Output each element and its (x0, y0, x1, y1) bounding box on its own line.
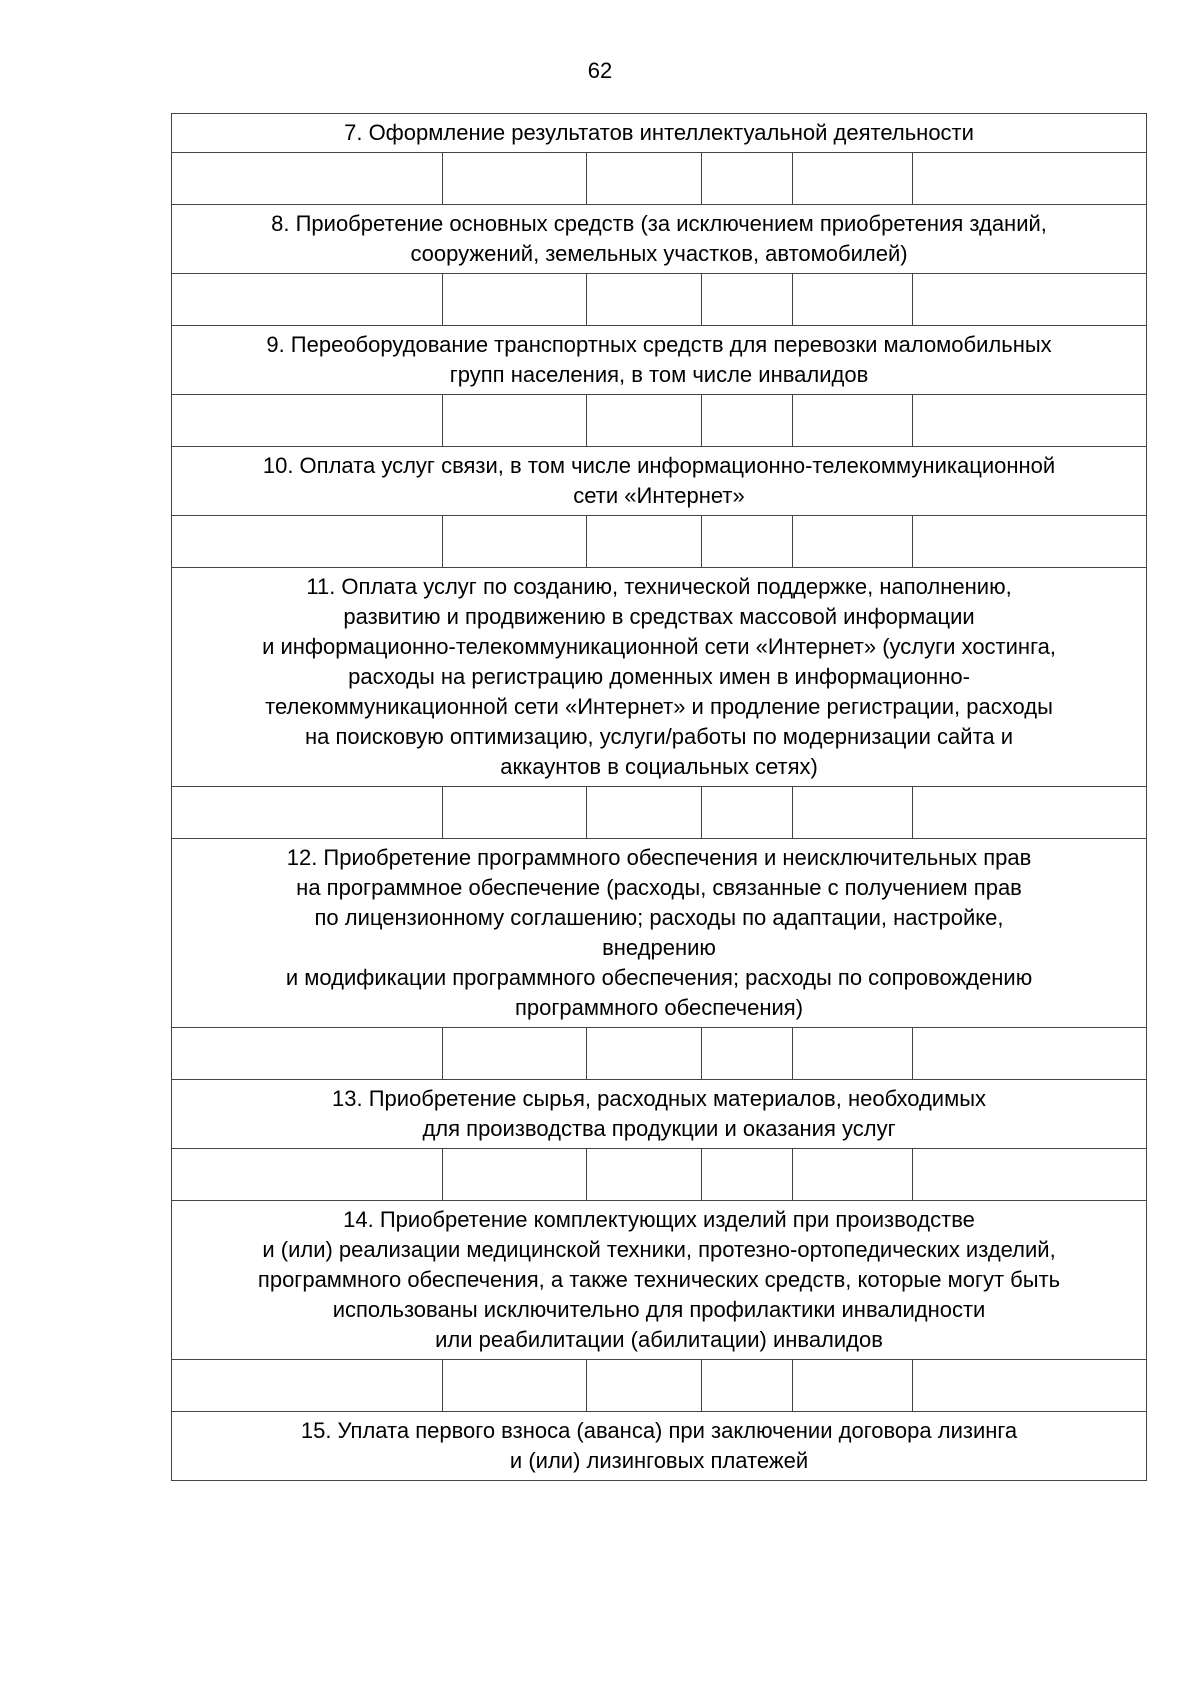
empty-cell (587, 395, 702, 447)
section-heading-line: или реабилитации (абилитации) инвалидов (435, 1327, 883, 1352)
empty-cell (793, 395, 913, 447)
empty-cell (913, 1360, 1147, 1412)
section-heading (172, 326, 1147, 395)
section-heading-line: и модификации программного обеспечения; расходы по сопровождению (285, 965, 1033, 990)
empty-cell (443, 1149, 587, 1201)
section-heading-line: 10. Оплата услуг связи, в том числе информационно-телекоммуникационной (262, 453, 1056, 478)
empty-cell (172, 274, 443, 326)
empty-cell (172, 395, 443, 447)
section-heading-line: сети «Интернет» (573, 483, 745, 508)
empty-cell (793, 1028, 913, 1080)
empty-cell (702, 1149, 793, 1201)
empty-cell (587, 1360, 702, 1412)
section-heading-line: групп населения, в том числе инвалидов (449, 362, 869, 387)
empty-cell (587, 516, 702, 568)
empty-cell (913, 787, 1147, 839)
section-heading-row (172, 447, 1147, 516)
empty-cell (443, 1360, 587, 1412)
section-heading-line: программного обеспечения) (515, 995, 804, 1020)
section-heading-row (172, 205, 1147, 274)
empty-cell (702, 153, 793, 205)
empty-cell (443, 274, 587, 326)
section-heading-line: на программное обеспечение (расходы, связанные с получением прав (296, 875, 1022, 900)
empty-cell (793, 1360, 913, 1412)
empty-cell (172, 516, 443, 568)
empty-data-row (172, 395, 1147, 447)
empty-cell (793, 787, 913, 839)
expense-table (171, 113, 1147, 1481)
section-heading (172, 114, 1147, 153)
section-heading-line: по лицензионному соглашению; расходы по адаптации, настройке, (314, 905, 1004, 930)
section-heading-line: 9. Переоборудование транспортных средств для перевозки маломобильных (266, 332, 1052, 357)
empty-cell (913, 274, 1147, 326)
section-heading-line: и информационно-телекоммуникационной сети «Интернет» (услуги хостинга, (262, 634, 1056, 659)
section-heading-line: для производства продукции и оказания услуг (422, 1116, 896, 1141)
section-heading-line: расходы на регистрацию доменных имен в информационно- (348, 664, 970, 689)
section-heading-row (172, 326, 1147, 395)
empty-cell (172, 1028, 443, 1080)
empty-cell (443, 787, 587, 839)
section-heading-line: 14. Приобретение комплектующих изделий при производстве (343, 1207, 975, 1232)
section-heading-line: и (или) лизинговых платежей (509, 1448, 809, 1473)
empty-cell (702, 395, 793, 447)
section-heading (172, 205, 1147, 274)
section-heading-line: развитию и продвижению в средствах массовой информации (343, 604, 975, 629)
section-heading-line: и (или) реализации медицинской техники, протезно-ортопедических изделий, (262, 1237, 1056, 1262)
empty-cell (702, 274, 793, 326)
section-heading-line: внедрению (602, 935, 716, 960)
section-heading-line: 7. Оформление результатов интеллектуальной деятельности (344, 120, 974, 145)
empty-cell (702, 787, 793, 839)
empty-cell (587, 1028, 702, 1080)
section-heading-line: телекоммуникационной сети «Интернет» и продление регистрации, расходы (265, 694, 1053, 719)
empty-cell (793, 516, 913, 568)
section-heading (172, 1412, 1147, 1481)
section-heading-line: 8. Приобретение основных средств (за исключением приобретения зданий, (271, 211, 1047, 236)
section-heading-row (172, 1080, 1147, 1149)
empty-cell (913, 1149, 1147, 1201)
section-heading (172, 447, 1147, 516)
empty-data-row (172, 274, 1147, 326)
empty-data-row (172, 153, 1147, 205)
empty-cell (702, 516, 793, 568)
section-heading (172, 1080, 1147, 1149)
empty-cell (443, 516, 587, 568)
section-heading (172, 839, 1147, 1028)
section-heading-line: 13. Приобретение сырья, расходных материалов, необходимых (332, 1086, 987, 1111)
section-heading-row (172, 568, 1147, 787)
section-heading-line: 12. Приобретение программного обеспечения и неисключительных прав (286, 845, 1032, 870)
empty-cell (793, 1149, 913, 1201)
empty-cell (443, 153, 587, 205)
section-heading-line: на поисковую оптимизацию, услуги/работы по модернизации сайта и (304, 724, 1014, 749)
empty-cell (587, 787, 702, 839)
section-heading-line: сооружений, земельных участков, автомобилей) (410, 241, 908, 266)
section-heading-row (172, 839, 1147, 1028)
section-heading-row (172, 1201, 1147, 1360)
empty-data-row (172, 516, 1147, 568)
section-heading-line: использованы исключительно для профилактики инвалидности (332, 1297, 986, 1322)
empty-cell (793, 153, 913, 205)
empty-data-row (172, 1360, 1147, 1412)
section-heading (172, 568, 1147, 787)
empty-cell (702, 1360, 793, 1412)
empty-cell (172, 1149, 443, 1201)
empty-cell (702, 1028, 793, 1080)
empty-cell (172, 153, 443, 205)
empty-cell (587, 1149, 702, 1201)
empty-cell (587, 153, 702, 205)
section-heading-row (172, 1412, 1147, 1481)
empty-cell (913, 1028, 1147, 1080)
empty-cell (172, 787, 443, 839)
page-number: 62 (587, 58, 613, 83)
empty-data-row (172, 1149, 1147, 1201)
empty-cell (172, 1360, 443, 1412)
section-heading-line: 11. Оплата услуг по созданию, технической поддержке, наполнению, (306, 574, 1012, 599)
empty-data-row (172, 1028, 1147, 1080)
section-heading-row (172, 114, 1147, 153)
empty-data-row (172, 787, 1147, 839)
section-heading (172, 1201, 1147, 1360)
empty-cell (793, 274, 913, 326)
empty-cell (443, 395, 587, 447)
empty-cell (587, 274, 702, 326)
section-heading-line: 15. Уплата первого взноса (аванса) при заключении договора лизинга (300, 1418, 1018, 1443)
empty-cell (913, 395, 1147, 447)
section-heading-line: аккаунтов в социальных сетях) (500, 754, 818, 779)
empty-cell (913, 516, 1147, 568)
section-heading-line: программного обеспечения, а также технических средств, которые могут быть (257, 1267, 1061, 1292)
empty-cell (913, 153, 1147, 205)
empty-cell (443, 1028, 587, 1080)
